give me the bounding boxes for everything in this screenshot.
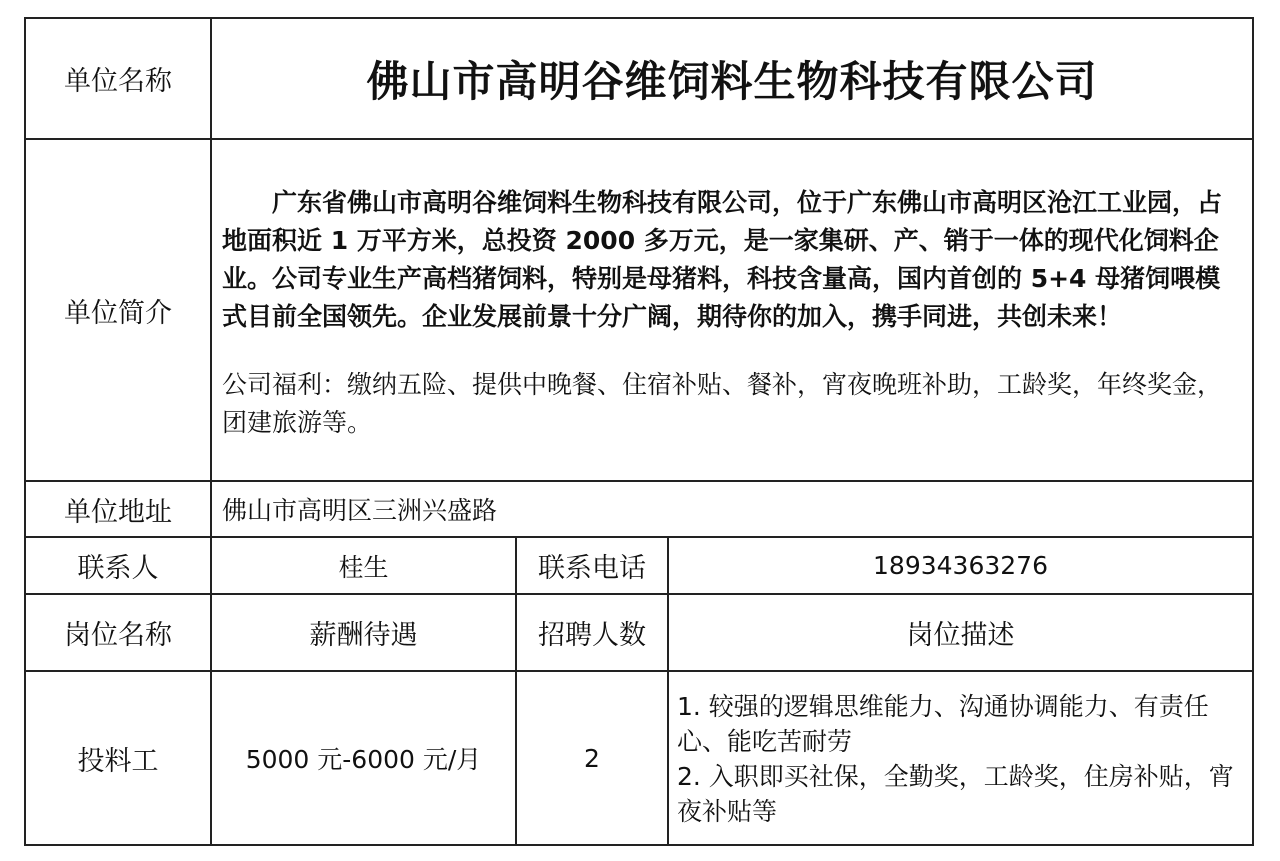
row-position-header — [25, 594, 1253, 671]
company-benefits: 公司福利：缴纳五险、提供中晚餐、住宿补贴、餐补，宵夜晚班补助，工龄奖，年终奖金，团建旅游等。 — [222, 370, 1223, 437]
label-headcount: 招聘人数 — [516, 594, 668, 671]
label-contact: 联系人 — [25, 537, 211, 594]
position-salary: 5000 元-6000 元/月 — [211, 671, 516, 845]
position-name: 投料工 — [25, 671, 211, 845]
row-unit-address — [25, 481, 1253, 537]
company-intro: 广东省佛山市高明谷维饲料生物科技有限公司，位于广东佛山市高明区沧江工业园，占地面积近 1 万平方米，总投资 2000 多万元，是一家集研、产、销于一体的现代化饲料企业。公司专业生产高档猪饲料，特别是母猪料，科技含量高，国内首创的 5+4 母猪饲喂模式目前全国领先。企业发展前景十分广阔，期待你的加入，携手同进，共创未来！ — [222, 188, 1223, 331]
company-intro-cell — [211, 139, 1253, 481]
description-line: 1. 较强的逻辑思维能力、沟通协调能力、有责任心、能吃苦耐劳 — [677, 692, 1209, 756]
label-unit-address: 单位地址 — [25, 481, 211, 537]
row-unit-name — [25, 18, 1253, 139]
phone-number: 18934363276 — [668, 537, 1253, 594]
row-contact — [25, 537, 1253, 594]
position-description — [668, 671, 1253, 845]
row-unit-intro — [25, 139, 1253, 481]
label-unit-intro: 单位简介 — [25, 139, 211, 481]
company-name: 佛山市高明谷维饲料生物科技有限公司 — [211, 18, 1253, 139]
label-description: 岗位描述 — [668, 594, 1253, 671]
label-salary: 薪酬待遇 — [211, 594, 516, 671]
position-headcount: 2 — [516, 671, 668, 845]
table-row — [25, 671, 1253, 845]
description-line: 2. 入职即买社保，全勤奖，工龄奖，住房补贴，宵夜补贴等 — [677, 762, 1234, 826]
label-unit-name: 单位名称 — [25, 18, 211, 139]
label-position-name: 岗位名称 — [25, 594, 211, 671]
company-address: 佛山市高明区三洲兴盛路 — [211, 481, 1253, 537]
contact-name: 桂生 — [211, 537, 516, 594]
label-phone: 联系电话 — [516, 537, 668, 594]
recruitment-table — [24, 17, 1254, 846]
